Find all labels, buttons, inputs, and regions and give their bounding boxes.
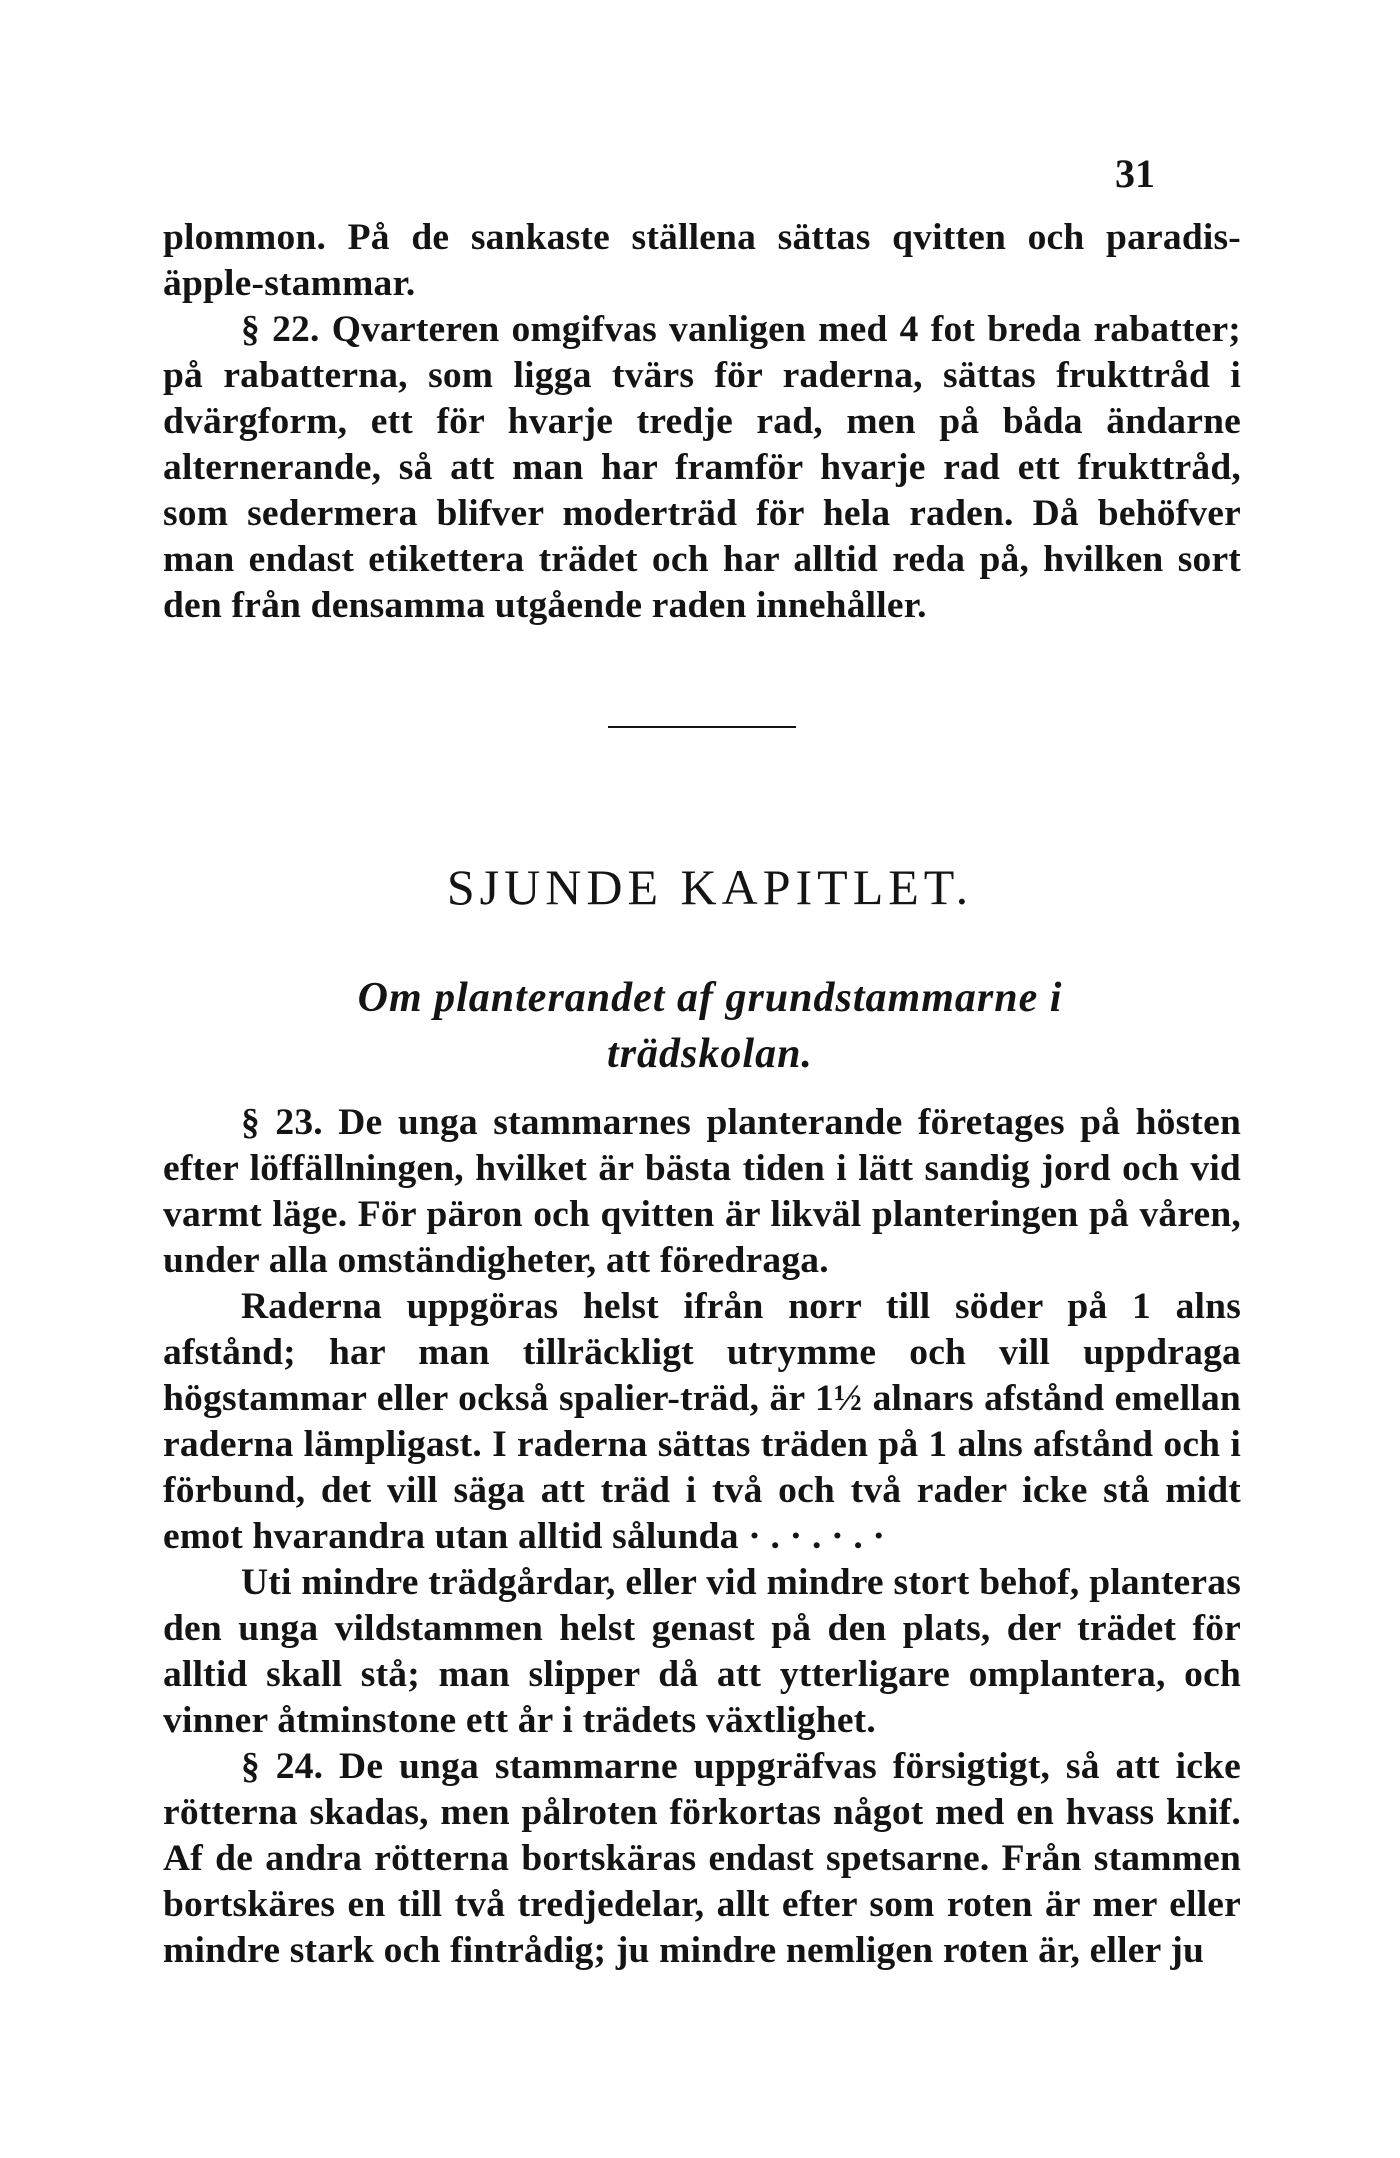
paragraph-continuation: plommon. På de sankaste ställena sättas qvitten och paradis-äpple-stammar. bbox=[163, 217, 1241, 304]
section-divider bbox=[608, 726, 796, 728]
chapter-title: SJUNDE KAPITLET. bbox=[446, 859, 974, 915]
paragraph-small-gardens: Uti mindre trädgårdar, eller vid mindre stort behof, planteras den unga vildstammen helst genast på den plats, der trädet för alltid skall stå; man slipper då att ytterligare omplantera, och vinner åtminstone ett år i trädets växtlighet. bbox=[163, 1562, 1241, 1741]
top-text-block bbox=[163, 215, 1241, 629]
chapter-subtitle: Om planterandet af grundstammarne i trädskolan. bbox=[357, 975, 1063, 1077]
bottom-text-block bbox=[163, 1100, 1241, 1974]
page-number: 31 bbox=[1115, 151, 1155, 196]
paragraph-section-23: § 23. De unga stammarnes planterande företages på hösten efter löffällningen, hvilket är bästa tiden i lätt sandig jord och vid varmt läge. För päron och qvitten är likväl planteringen på våren, under alla omständigheter, att föredraga. bbox=[163, 1102, 1241, 1281]
paragraph-section-24: § 24. De unga stammarne uppgräfvas försigtigt, så att icke rötterna skadas, men pålroten förkortas något med en hvass knif. Af de andra rötterna bortskäras endast spetsarne. Från stammen bortskäres en till två tredjedelar, allt efter som roten är mer eller mindre stark och fintrådig; ju mindre nemligen roten är, eller ju bbox=[163, 1746, 1241, 1971]
paragraph-section-22: § 22. Qvarteren omgifvas vanligen med 4 fot breda rabatter; på rabatterna, som ligga tvärs för raderna, sättas frukttråd i dvärgform, ett för hvarje tredje rad, men på båda ändarne alternerande, så att man har framför hvarje rad ett frukttråd, som sedermera blifver moderträd för hela raden. Då behöfver man endast etikettera trädet och har alltid reda på, hvilken sort den från densamma utgående raden innehåller. bbox=[163, 309, 1241, 626]
paragraph-rows: Raderna uppgöras helst ifrån norr till söder på 1 alns afstånd; har man tillräckligt utrymme och vill uppdraga högstammar eller också spalier-träd, är 1½ alnars afstånd emellan raderna lämpligast. I raderna sättas träden på 1 alns afstånd och i förbund, det vill säga att träd i två och två rader icke stå midt emot hvarandra utan alltid sålunda · . · . · . · bbox=[163, 1286, 1241, 1557]
